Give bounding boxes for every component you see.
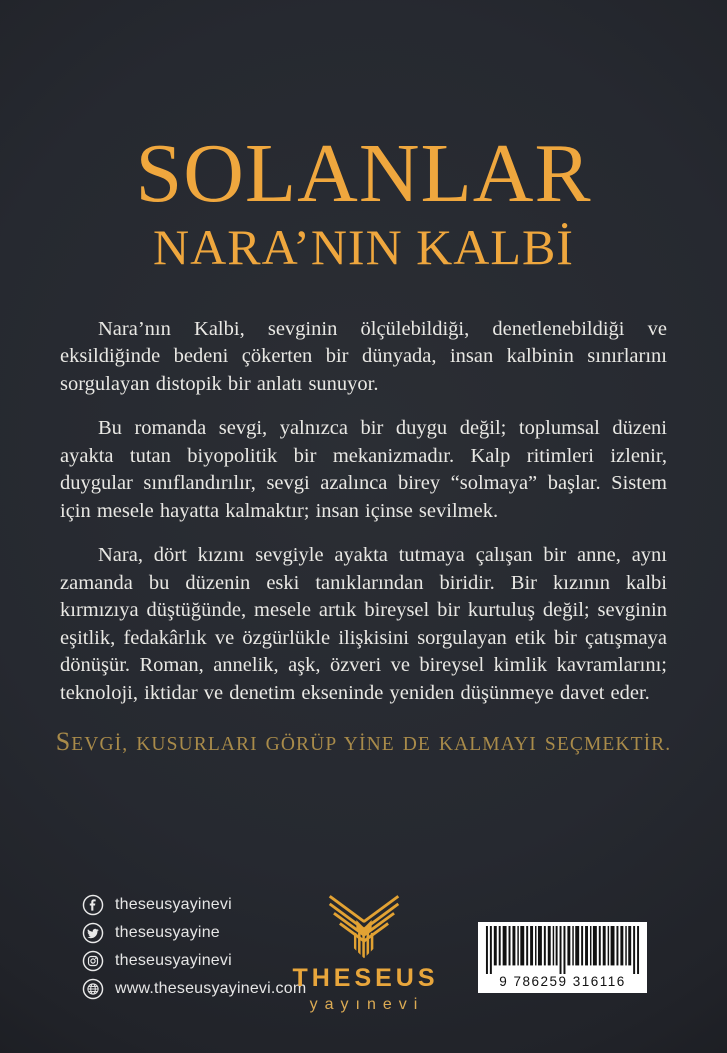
- instagram-icon: [82, 950, 104, 972]
- twitter-icon: [82, 922, 104, 944]
- social-row-website: [82, 978, 306, 1000]
- social-row-instagram: [82, 950, 306, 972]
- social-row-facebook: [82, 894, 306, 916]
- facebook-icon: [82, 894, 104, 916]
- social-row-twitter: [82, 922, 306, 944]
- isbn-barcode: [478, 922, 647, 993]
- globe-icon: [82, 978, 104, 1000]
- barcode-bars: [484, 926, 641, 974]
- footer: [0, 880, 727, 1053]
- synopsis-paragraph-2: Bu romanda sevgi, yalnızca bir duygu değil; toplumsal düzeni ayakta tutan biyopolitik bir mekanizmadır. Kalp ritimleri izlenir, duygular sınıflandırılır, sevgi azalınca birey “solmaya” başlar. Sistem için mesele hayatta kalmaktır; insan içinse sevilmek.: [60, 417, 667, 522]
- theseus-logo-mark: [325, 892, 403, 960]
- tagline: SEVGİ, KUSURLARI GÖRÜP YİNE DE KALMAYI SEÇMEKTİR.: [55, 727, 672, 757]
- book-title: SOLANLAR: [135, 127, 592, 220]
- isbn-number: 9 786259 316116: [499, 974, 626, 989]
- synopsis-paragraph-1: Nara’nın Kalbi, sevginin ölçülebildiği, denetlenebildiği ve eksildiğinde bedeni çökerten bir dünyada, insan kalbinin sınırlarını sorgulayan distopik bir anlatı sunuyor.: [60, 318, 667, 395]
- synopsis: [60, 316, 667, 707]
- social-handle: theseusyayinevi: [115, 896, 232, 913]
- book-subtitle: NARA’NIN KALBİ: [153, 219, 574, 275]
- social-handle: theseusyayine: [115, 924, 220, 941]
- social-handle: www.theseusyayinevi.com: [115, 980, 307, 997]
- social-handle: theseusyayinevi: [115, 952, 232, 969]
- publisher-type: yayınevi: [309, 996, 425, 1013]
- social-links: [82, 894, 306, 1006]
- synopsis-paragraph-3: Nara, dört kızını sevgiyle ayakta tutmaya çalışan bir anne, aynı zamanda bu düzenin eski tanıklarından biridir. Bir kızının kalbi kırmızıya düştüğünde, mesele artık bireysel bir kurtuluş değil; sevginin eşitlik, fedakârlık ve özgürlükle ilişkisini sorgulayan etik bir çatışmaya dönüşür. Roman, annelik, aşk, özveri ve bireysel kimlik kavramlarını; teknoloji, iktidar ve denetim ekseninde yeniden düşünmeye davet eder.: [60, 544, 667, 704]
- publisher-name: THESEUS: [292, 964, 439, 992]
